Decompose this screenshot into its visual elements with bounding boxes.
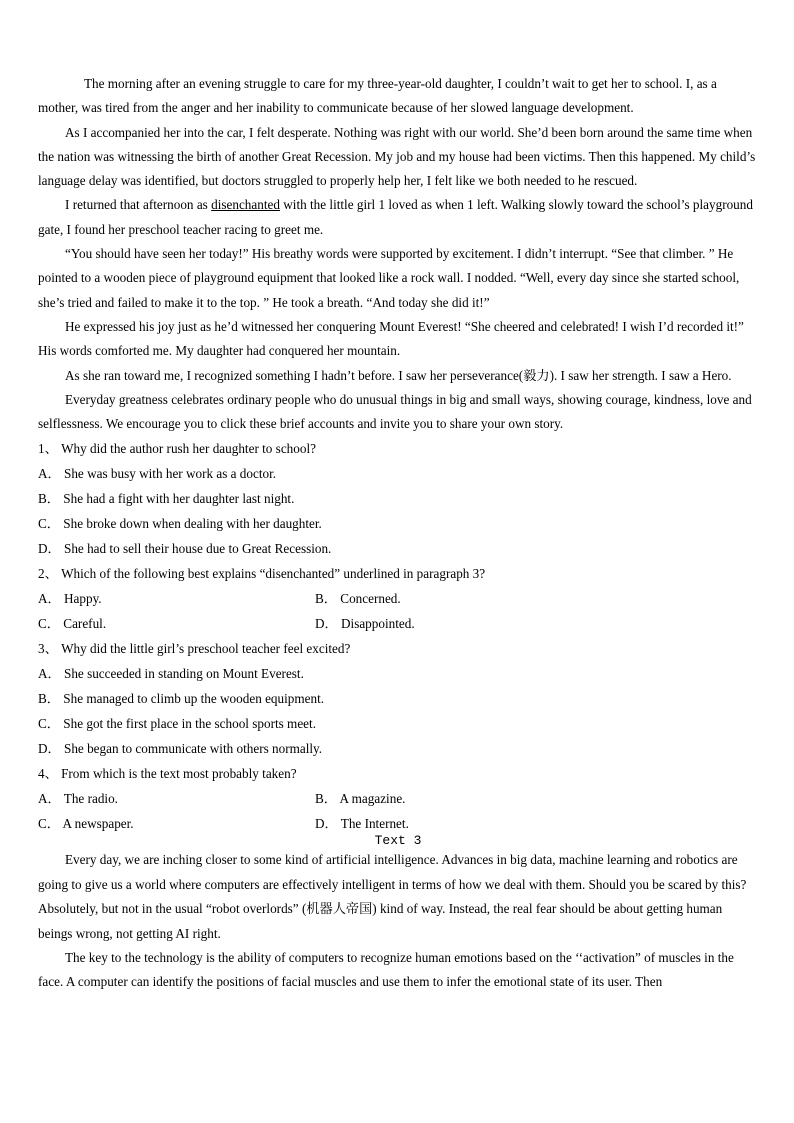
question-stem: 2、 Which of the following best explains “disenchanted” underlined in paragraph 3? xyxy=(38,566,486,582)
document-page xyxy=(38,72,758,995)
option-c: C． Careful. xyxy=(38,616,107,632)
paragraph-7: Everyday greatness celebrates ordinary people who do unusual things in big and small ways, showing courage, kindness, love and selflessness. We encourage you to click these brief accounts and invite you to share your own story. xyxy=(38,391,752,432)
option-b: B． Concerned. xyxy=(315,591,401,607)
option-d: D． Disappointed. xyxy=(315,616,415,632)
option-b: B． She had a fight with her daughter last night. xyxy=(38,491,295,507)
paragraph-5: He expressed his joy just as he’d witnessed her conquering Mount Everest! “She cheered and celebrated! I wish I’d recorded it!” His words comforted me. My daughter had conquered her mountain. xyxy=(38,318,744,359)
option-a: A． She succeeded in standing on Mount Everest. xyxy=(38,666,304,682)
text3-paragraph-1: Every day, we are inching closer to some kind of artificial intelligence. Advances in big data, machine learning and robotics are going to give us a world where computers are effectively intelligent in terms of how we deal with them. Should you be scared by this? Absolutely, but not in the usual “robot overlords” (机器人帝国) kind of way. Instead, the real fear should be about getting human beings wrong, not getting AI right. xyxy=(38,852,747,941)
option-b: B． She managed to climb up the wooden equipment. xyxy=(38,691,325,707)
paragraph-3 xyxy=(38,193,758,242)
option-a: A． She was busy with her work as a doctor. xyxy=(38,466,277,482)
question-3 xyxy=(38,636,758,761)
question-stem: 1、 Why did the author rush her daughter to school? xyxy=(38,441,316,457)
option-c: C． She got the first place in the school sports meet. xyxy=(38,716,316,732)
text3-paragraph-2: The key to the technology is the ability of computers to recognize human emotions based on the ‘‘activation” of muscles in the face. A computer can identify the positions of facial muscles and use them to infer the emotional state of its user. Then xyxy=(38,950,734,990)
paragraph-6: As she ran toward me, I recognized something I hadn’t before. I saw her perseverance(毅力). I saw her strength. I saw a Hero. xyxy=(65,367,732,383)
underlined-word: disenchanted xyxy=(211,197,280,213)
question-stem: 3、 Why did the little girl’s preschool teacher feel excited? xyxy=(38,641,351,657)
paragraph-4: “You should have seen her today!” His breathy words were supported by excitement. I didn’t interrupt. “See that climber. ” He pointed to a wooden piece of playground equipment that looked like a rock wall. I nodded. “Well, every day since she started school, she’s tried and failed to make it to the top. ” He took a breath. “And today she did it!” xyxy=(38,246,740,310)
paragraph-2: As I accompanied her into the car, I felt desperate. Nothing was right with our world. She’d been born around the same time when the nation was witnessing the birth of another Great Recession. My job and my house had been victims. Then this happened. My child’s language delay was identified, but doctors struggled to properly help her, I felt like we both needed to he rescued. xyxy=(38,124,756,189)
option-a: A． Happy. xyxy=(38,591,102,607)
option-a: A． The radio. xyxy=(38,791,118,807)
paragraph-1: The morning after an evening struggle to care for my three-year-old daughter, I couldn’t wait to get her to school. I, as a mother, was tired from the anger and her inability to communicate because of her slowed language development. xyxy=(38,76,717,116)
option-d: D． She had to sell their house due to Great Recession. xyxy=(38,541,332,557)
p3-before: I returned that afternoon as xyxy=(65,197,212,213)
option-d: D． The Internet. xyxy=(315,816,409,832)
question-4 xyxy=(38,761,758,836)
option-b: B． A magazine. xyxy=(315,791,406,807)
question-2 xyxy=(38,561,758,636)
option-d: D． She began to communicate with others normally. xyxy=(38,741,323,757)
option-c: C． A newspaper. xyxy=(38,816,134,832)
question-stem: 4、 From which is the text most probably taken? xyxy=(38,766,297,782)
option-c: C． She broke down when dealing with her daughter. xyxy=(38,516,322,532)
p3-after: with the little girl 1 loved as when 1 left. Walking slowly toward the school’s playground gate, I found her preschool teacher racing to greet me. xyxy=(38,197,753,237)
question-1 xyxy=(38,436,758,561)
section-heading: Text 3 xyxy=(374,833,422,849)
